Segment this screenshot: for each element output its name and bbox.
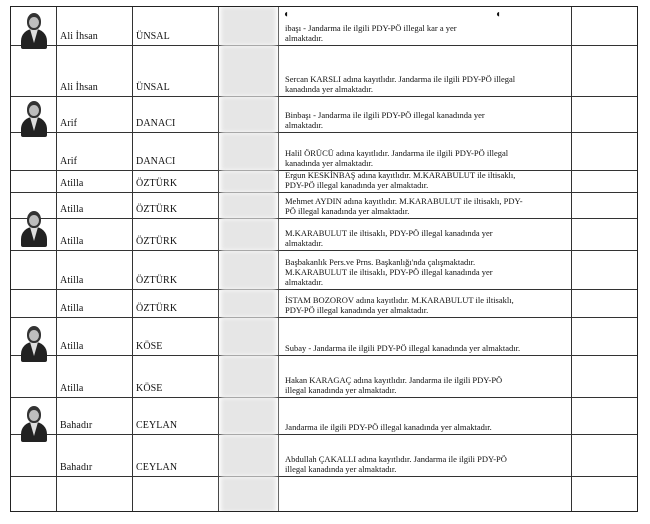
description-text: Başbakanlık Pers.ve Prns. Başkanlığı'nda çalışmaktadır. M.KARABULUT ile iltisaklı, PDY-PÖ illegal kanadında yer almaktadır.	[285, 257, 493, 287]
first-name-cell	[57, 356, 133, 397]
first-name-cell	[57, 133, 133, 170]
last-name: DANACI	[136, 156, 176, 167]
description-text: M.KARABULUT ile iltisaklı, PDY-PÖ illegal kanadında yer almaktadır.	[285, 228, 493, 248]
scan-artifact-icon: ◖	[495, 9, 502, 20]
table-row	[11, 290, 637, 318]
empty-cell	[572, 356, 638, 397]
description-cell	[279, 290, 572, 317]
redacted-cell	[219, 398, 279, 434]
first-name-cell	[57, 435, 133, 476]
first-name: Arif	[60, 118, 78, 129]
table-row	[11, 435, 637, 477]
empty-cell	[572, 290, 638, 317]
empty-cell	[572, 435, 638, 476]
photo-cell	[11, 251, 57, 289]
last-name-cell	[133, 356, 219, 397]
first-name-cell	[57, 193, 133, 218]
table-row	[11, 97, 637, 133]
first-name: Atilla	[60, 236, 84, 247]
description-cell	[279, 46, 572, 96]
description-cell	[279, 356, 572, 397]
redacted-cell	[219, 219, 279, 250]
first-name-cell	[57, 7, 133, 45]
description-cell	[279, 318, 572, 355]
last-name: ÖZTÜRK	[136, 178, 178, 189]
description-text: Subay - Jandarma ile ilgili PDY-PÖ illegal kanadında yer almaktadır.	[285, 343, 521, 353]
last-name: ÖZTÜRK	[136, 275, 178, 286]
description-text: Halil ÖRÜCÜ adına kayıtlıdır. Jandarma ile ilgili PDY-PÖ illegal kanadında yer almaktadır.	[285, 148, 509, 168]
empty-cell	[572, 318, 638, 355]
first-name: Atilla	[60, 341, 84, 352]
redacted-cell	[219, 7, 279, 45]
description-text: Binbaşı - Jandarma ile ilgili PDY-PÖ illegal kanadında yer almaktadır.	[285, 110, 485, 130]
description-cell	[279, 219, 572, 250]
photo-cell	[11, 356, 57, 397]
description-cell	[279, 7, 572, 45]
empty-cell	[572, 171, 638, 192]
redacted-cell	[219, 171, 279, 192]
last-name: ÖZTÜRK	[136, 204, 178, 215]
last-name-cell	[133, 97, 219, 132]
first-name: Bahadır	[60, 462, 93, 473]
last-name: CEYLAN	[136, 462, 178, 473]
first-name: Atilla	[60, 383, 84, 394]
description-text: Ergun KESKİNBAŞ adına kayıtlıdır. M.KARABULUT ile iltisaklı, PDY-PÖ illegal kanadında yer almaktadır.	[285, 170, 516, 190]
redacted-cell	[219, 251, 279, 289]
description-text: ibaşı - Jandarma ile ilgili PDY-PÖ illegal kar a yer almaktadır.	[285, 23, 457, 43]
description-cell	[279, 171, 572, 192]
last-name: ÖZTÜRK	[136, 236, 178, 247]
first-name: Atilla	[60, 178, 84, 189]
table-row	[11, 171, 637, 193]
description-cell	[279, 398, 572, 434]
description-text: Mehmet AYDIN adına kayıtlıdır. M.KARABULUT ile iltisaklı, PDY- PÖ illegal kanadında yer almaktadır.	[285, 196, 523, 216]
last-name-cell	[133, 318, 219, 355]
first-name-cell	[57, 318, 133, 355]
empty-cell	[572, 133, 638, 170]
photo-cell	[11, 477, 57, 512]
description-text: Jandarma ile ilgili PDY-PÖ illegal kanadında yer almaktadır.	[285, 422, 492, 432]
description-cell	[279, 97, 572, 132]
first-name-cell	[57, 290, 133, 317]
description-cell	[279, 477, 572, 512]
redaction-blur	[221, 435, 276, 476]
redacted-cell	[219, 193, 279, 218]
first-name: Atilla	[60, 275, 84, 286]
first-name-cell	[57, 171, 133, 192]
document-table	[10, 6, 638, 512]
last-name-cell	[133, 193, 219, 218]
table-row	[11, 219, 637, 251]
photo-cell	[11, 133, 57, 170]
last-name-cell	[133, 133, 219, 170]
last-name: ÜNSAL	[136, 31, 170, 42]
photo-cell	[11, 171, 57, 192]
redaction-blur	[221, 398, 276, 434]
portrait-photo	[19, 99, 49, 137]
description-text: Sercan KARSLI adına kayıtlıdır. Jandarma ile ilgili PDY-PÖ illegal kanadında yer almaktadır.	[285, 74, 516, 94]
table-row	[11, 7, 637, 46]
first-name-cell	[57, 251, 133, 289]
last-name: ÖZTÜRK	[136, 303, 178, 314]
redacted-cell	[219, 318, 279, 355]
redacted-cell	[219, 356, 279, 397]
table-row	[11, 46, 637, 97]
portrait-photo	[19, 404, 49, 442]
redaction-blur	[221, 219, 276, 250]
first-name: Atilla	[60, 204, 84, 215]
redaction-blur	[221, 251, 276, 289]
redaction-blur	[221, 171, 276, 192]
first-name-cell	[57, 219, 133, 250]
first-name-cell	[57, 97, 133, 132]
last-name-cell	[133, 171, 219, 192]
last-name-cell	[133, 398, 219, 434]
first-name-cell	[57, 398, 133, 434]
first-name: Arif	[60, 156, 78, 167]
last-name-cell	[133, 290, 219, 317]
empty-cell	[572, 398, 638, 434]
photo-cell	[11, 46, 57, 96]
last-name: KÖSE	[136, 341, 163, 352]
description-text: Hakan KARAGAÇ adına kayıtlıdır. Jandarma ile ilgili PDY-PÖ illegal kanadında yer almaktadır.	[285, 375, 503, 395]
redaction-blur	[221, 46, 276, 96]
table-grid	[11, 7, 637, 511]
table-row	[11, 477, 637, 512]
table-row	[11, 398, 637, 435]
portrait-photo	[19, 324, 49, 362]
description-cell	[279, 435, 572, 476]
redaction-blur	[221, 7, 276, 45]
empty-cell	[572, 193, 638, 218]
description-text: İSTAM BOZOROV adına kayıtlıdır. M.KARABULUT ile iltisaklı, PDY-PÖ illegal kanadında yer almaktadır.	[285, 295, 514, 315]
empty-cell	[572, 477, 638, 512]
empty-cell	[572, 251, 638, 289]
last-name: KÖSE	[136, 383, 163, 394]
empty-cell	[572, 7, 638, 45]
last-name: ÜNSAL	[136, 82, 170, 93]
redaction-blur	[221, 133, 276, 170]
first-name-cell	[57, 477, 133, 512]
first-name-cell	[57, 46, 133, 96]
redaction-blur	[221, 477, 276, 512]
redacted-cell	[219, 477, 279, 512]
photo-cell	[11, 290, 57, 317]
last-name-cell	[133, 435, 219, 476]
table-row	[11, 251, 637, 290]
portrait-photo	[19, 209, 49, 247]
redacted-cell	[219, 97, 279, 132]
last-name-cell	[133, 477, 219, 512]
redaction-blur	[221, 290, 276, 317]
scan-artifact-icon: ◖	[283, 9, 290, 20]
table-row	[11, 193, 637, 219]
redaction-blur	[221, 356, 276, 397]
first-name: Bahadır	[60, 420, 93, 431]
empty-cell	[572, 219, 638, 250]
description-cell	[279, 133, 572, 170]
last-name-cell	[133, 46, 219, 96]
last-name-cell	[133, 219, 219, 250]
description-text: Abdullah ÇAKALLI adına kayıtlıdır. Jandarma ile ilgili PDY-PÖ illegal kanadında yer almaktadır.	[285, 454, 507, 474]
empty-cell	[572, 46, 638, 96]
first-name: Atilla	[60, 303, 84, 314]
last-name-cell	[133, 7, 219, 45]
last-name: CEYLAN	[136, 420, 178, 431]
last-name-cell	[133, 251, 219, 289]
portrait-photo	[19, 11, 49, 49]
first-name: Ali İhsan	[60, 82, 98, 93]
redaction-blur	[221, 193, 276, 218]
redaction-blur	[221, 318, 276, 355]
table-row	[11, 133, 637, 171]
last-name: DANACI	[136, 118, 176, 129]
table-row	[11, 318, 637, 356]
redacted-cell	[219, 133, 279, 170]
redaction-blur	[221, 97, 276, 132]
empty-cell	[572, 97, 638, 132]
first-name: Ali İhsan	[60, 31, 98, 42]
redacted-cell	[219, 46, 279, 96]
table-row	[11, 356, 637, 398]
description-cell	[279, 193, 572, 218]
redacted-cell	[219, 290, 279, 317]
description-cell	[279, 251, 572, 289]
redacted-cell	[219, 435, 279, 476]
